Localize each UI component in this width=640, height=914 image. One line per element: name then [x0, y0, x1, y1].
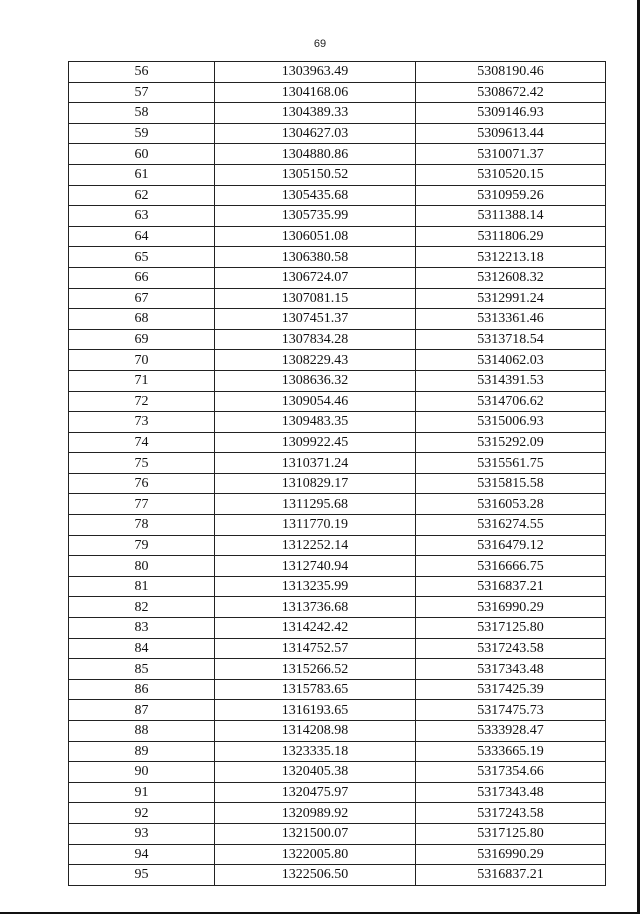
- point-number-cell: 65: [69, 247, 215, 268]
- x-coordinate-cell: 1306051.08: [215, 226, 416, 247]
- x-coordinate-cell: 1307834.28: [215, 329, 416, 350]
- x-coordinate-cell: 1316193.65: [215, 700, 416, 721]
- point-number-cell: 84: [69, 638, 215, 659]
- y-coordinate-cell: 5333928.47: [416, 721, 606, 742]
- x-coordinate-cell: 1307081.15: [215, 288, 416, 309]
- x-coordinate-cell: 1308229.43: [215, 350, 416, 371]
- point-number-cell: 68: [69, 309, 215, 330]
- table-row: [69, 803, 606, 824]
- y-coordinate-cell: 5313361.46: [416, 309, 606, 330]
- x-coordinate-cell: 1311295.68: [215, 494, 416, 515]
- point-number-cell: 57: [69, 82, 215, 103]
- point-number-cell: 95: [69, 865, 215, 886]
- point-number-cell: 56: [69, 62, 215, 83]
- x-coordinate-cell: 1320989.92: [215, 803, 416, 824]
- point-number-cell: 77: [69, 494, 215, 515]
- y-coordinate-cell: 5310071.37: [416, 144, 606, 165]
- x-coordinate-cell: 1305435.68: [215, 185, 416, 206]
- point-number-cell: 76: [69, 473, 215, 494]
- y-coordinate-cell: 5314062.03: [416, 350, 606, 371]
- point-number-cell: 78: [69, 515, 215, 536]
- point-number-cell: 92: [69, 803, 215, 824]
- table-row: [69, 267, 606, 288]
- y-coordinate-cell: 5314391.53: [416, 370, 606, 391]
- table-row: [69, 721, 606, 742]
- point-number-cell: 81: [69, 576, 215, 597]
- point-number-cell: 63: [69, 206, 215, 227]
- y-coordinate-cell: 5333665.19: [416, 741, 606, 762]
- table-row: [69, 62, 606, 83]
- point-number-cell: 72: [69, 391, 215, 412]
- y-coordinate-cell: 5308190.46: [416, 62, 606, 83]
- table-row: [69, 576, 606, 597]
- x-coordinate-cell: 1321500.07: [215, 823, 416, 844]
- point-number-cell: 90: [69, 762, 215, 783]
- point-number-cell: 71: [69, 370, 215, 391]
- point-number-cell: 60: [69, 144, 215, 165]
- y-coordinate-cell: 5316666.75: [416, 556, 606, 577]
- table-row: [69, 823, 606, 844]
- x-coordinate-cell: 1304880.86: [215, 144, 416, 165]
- y-coordinate-cell: 5314706.62: [416, 391, 606, 412]
- y-coordinate-cell: 5315561.75: [416, 453, 606, 474]
- table-row: [69, 638, 606, 659]
- y-coordinate-cell: 5312608.32: [416, 267, 606, 288]
- x-coordinate-cell: 1310371.24: [215, 453, 416, 474]
- y-coordinate-cell: 5308672.42: [416, 82, 606, 103]
- x-coordinate-cell: 1322005.80: [215, 844, 416, 865]
- x-coordinate-cell: 1312740.94: [215, 556, 416, 577]
- table-row: [69, 741, 606, 762]
- x-coordinate-cell: 1315266.52: [215, 659, 416, 680]
- table-row: [69, 226, 606, 247]
- table-row: [69, 82, 606, 103]
- x-coordinate-cell: 1305735.99: [215, 206, 416, 227]
- y-coordinate-cell: 5310959.26: [416, 185, 606, 206]
- point-number-cell: 82: [69, 597, 215, 618]
- table-row: [69, 206, 606, 227]
- y-coordinate-cell: 5316837.21: [416, 576, 606, 597]
- y-coordinate-cell: 5317343.48: [416, 782, 606, 803]
- point-number-cell: 85: [69, 659, 215, 680]
- table-row: [69, 762, 606, 783]
- x-coordinate-cell: 1304168.06: [215, 82, 416, 103]
- point-number-cell: 75: [69, 453, 215, 474]
- x-coordinate-cell: 1304627.03: [215, 123, 416, 144]
- y-coordinate-cell: 5316990.29: [416, 597, 606, 618]
- table-row: [69, 515, 606, 536]
- point-number-cell: 83: [69, 618, 215, 639]
- x-coordinate-cell: 1304389.33: [215, 103, 416, 124]
- table-row: [69, 865, 606, 886]
- x-coordinate-cell: 1312252.14: [215, 535, 416, 556]
- x-coordinate-cell: 1309054.46: [215, 391, 416, 412]
- table-row: [69, 391, 606, 412]
- point-number-cell: 91: [69, 782, 215, 803]
- table-row: [69, 659, 606, 680]
- y-coordinate-cell: 5309613.44: [416, 123, 606, 144]
- y-coordinate-cell: 5312991.24: [416, 288, 606, 309]
- y-coordinate-cell: 5312213.18: [416, 247, 606, 268]
- x-coordinate-cell: 1305150.52: [215, 164, 416, 185]
- y-coordinate-cell: 5317125.80: [416, 823, 606, 844]
- x-coordinate-cell: 1310829.17: [215, 473, 416, 494]
- y-coordinate-cell: 5315815.58: [416, 473, 606, 494]
- y-coordinate-cell: 5316053.28: [416, 494, 606, 515]
- table-row: [69, 350, 606, 371]
- x-coordinate-cell: 1314242.42: [215, 618, 416, 639]
- y-coordinate-cell: 5310520.15: [416, 164, 606, 185]
- table-row: [69, 412, 606, 433]
- table-row: [69, 556, 606, 577]
- y-coordinate-cell: 5317243.58: [416, 803, 606, 824]
- table-row: [69, 453, 606, 474]
- x-coordinate-cell: 1303963.49: [215, 62, 416, 83]
- table-row: [69, 247, 606, 268]
- point-number-cell: 93: [69, 823, 215, 844]
- y-coordinate-cell: 5317343.48: [416, 659, 606, 680]
- y-coordinate-cell: 5315006.93: [416, 412, 606, 433]
- point-number-cell: 86: [69, 679, 215, 700]
- y-coordinate-cell: 5316990.29: [416, 844, 606, 865]
- point-number-cell: 73: [69, 412, 215, 433]
- x-coordinate-cell: 1315783.65: [215, 679, 416, 700]
- table-row: [69, 329, 606, 350]
- point-number-cell: 58: [69, 103, 215, 124]
- point-number-cell: 79: [69, 535, 215, 556]
- table-row: [69, 144, 606, 165]
- table-row: [69, 844, 606, 865]
- table-row: [69, 164, 606, 185]
- table-row: [69, 473, 606, 494]
- y-coordinate-cell: 5317243.58: [416, 638, 606, 659]
- x-coordinate-cell: 1311770.19: [215, 515, 416, 536]
- x-coordinate-cell: 1323335.18: [215, 741, 416, 762]
- y-coordinate-cell: 5317125.80: [416, 618, 606, 639]
- table-row: [69, 597, 606, 618]
- x-coordinate-cell: 1309483.35: [215, 412, 416, 433]
- x-coordinate-cell: 1320475.97: [215, 782, 416, 803]
- table-row: [69, 288, 606, 309]
- table-row: [69, 370, 606, 391]
- x-coordinate-cell: 1306724.07: [215, 267, 416, 288]
- point-number-cell: 89: [69, 741, 215, 762]
- table-row: [69, 103, 606, 124]
- y-coordinate-cell: 5315292.09: [416, 432, 606, 453]
- point-number-cell: 80: [69, 556, 215, 577]
- y-coordinate-cell: 5309146.93: [416, 103, 606, 124]
- page-number: 69: [313, 38, 327, 50]
- point-number-cell: 67: [69, 288, 215, 309]
- point-number-cell: 59: [69, 123, 215, 144]
- point-number-cell: 87: [69, 700, 215, 721]
- point-number-cell: 64: [69, 226, 215, 247]
- point-number-cell: 66: [69, 267, 215, 288]
- x-coordinate-cell: 1306380.58: [215, 247, 416, 268]
- table-row: [69, 309, 606, 330]
- point-number-cell: 62: [69, 185, 215, 206]
- y-coordinate-cell: 5316479.12: [416, 535, 606, 556]
- table-row: [69, 782, 606, 803]
- point-number-cell: 94: [69, 844, 215, 865]
- x-coordinate-cell: 1320405.38: [215, 762, 416, 783]
- y-coordinate-cell: 5316837.21: [416, 865, 606, 886]
- coordinates-table: [68, 61, 606, 886]
- y-coordinate-cell: 5311388.14: [416, 206, 606, 227]
- x-coordinate-cell: 1322506.50: [215, 865, 416, 886]
- point-number-cell: 61: [69, 164, 215, 185]
- x-coordinate-cell: 1313235.99: [215, 576, 416, 597]
- point-number-cell: 69: [69, 329, 215, 350]
- x-coordinate-cell: 1314752.57: [215, 638, 416, 659]
- table-row: [69, 185, 606, 206]
- x-coordinate-cell: 1309922.45: [215, 432, 416, 453]
- y-coordinate-cell: 5316274.55: [416, 515, 606, 536]
- y-coordinate-cell: 5311806.29: [416, 226, 606, 247]
- y-coordinate-cell: 5317425.39: [416, 679, 606, 700]
- point-number-cell: 88: [69, 721, 215, 742]
- x-coordinate-cell: 1308636.32: [215, 370, 416, 391]
- x-coordinate-cell: 1307451.37: [215, 309, 416, 330]
- table-row: [69, 432, 606, 453]
- table-row: [69, 535, 606, 556]
- y-coordinate-cell: 5313718.54: [416, 329, 606, 350]
- table-row: [69, 700, 606, 721]
- table-row: [69, 679, 606, 700]
- point-number-cell: 70: [69, 350, 215, 371]
- y-coordinate-cell: 5317475.73: [416, 700, 606, 721]
- point-number-cell: 74: [69, 432, 215, 453]
- y-coordinate-cell: 5317354.66: [416, 762, 606, 783]
- x-coordinate-cell: 1314208.98: [215, 721, 416, 742]
- table-row: [69, 618, 606, 639]
- coordinates-table-body: [69, 62, 606, 886]
- x-coordinate-cell: 1313736.68: [215, 597, 416, 618]
- table-row: [69, 494, 606, 515]
- table-row: [69, 123, 606, 144]
